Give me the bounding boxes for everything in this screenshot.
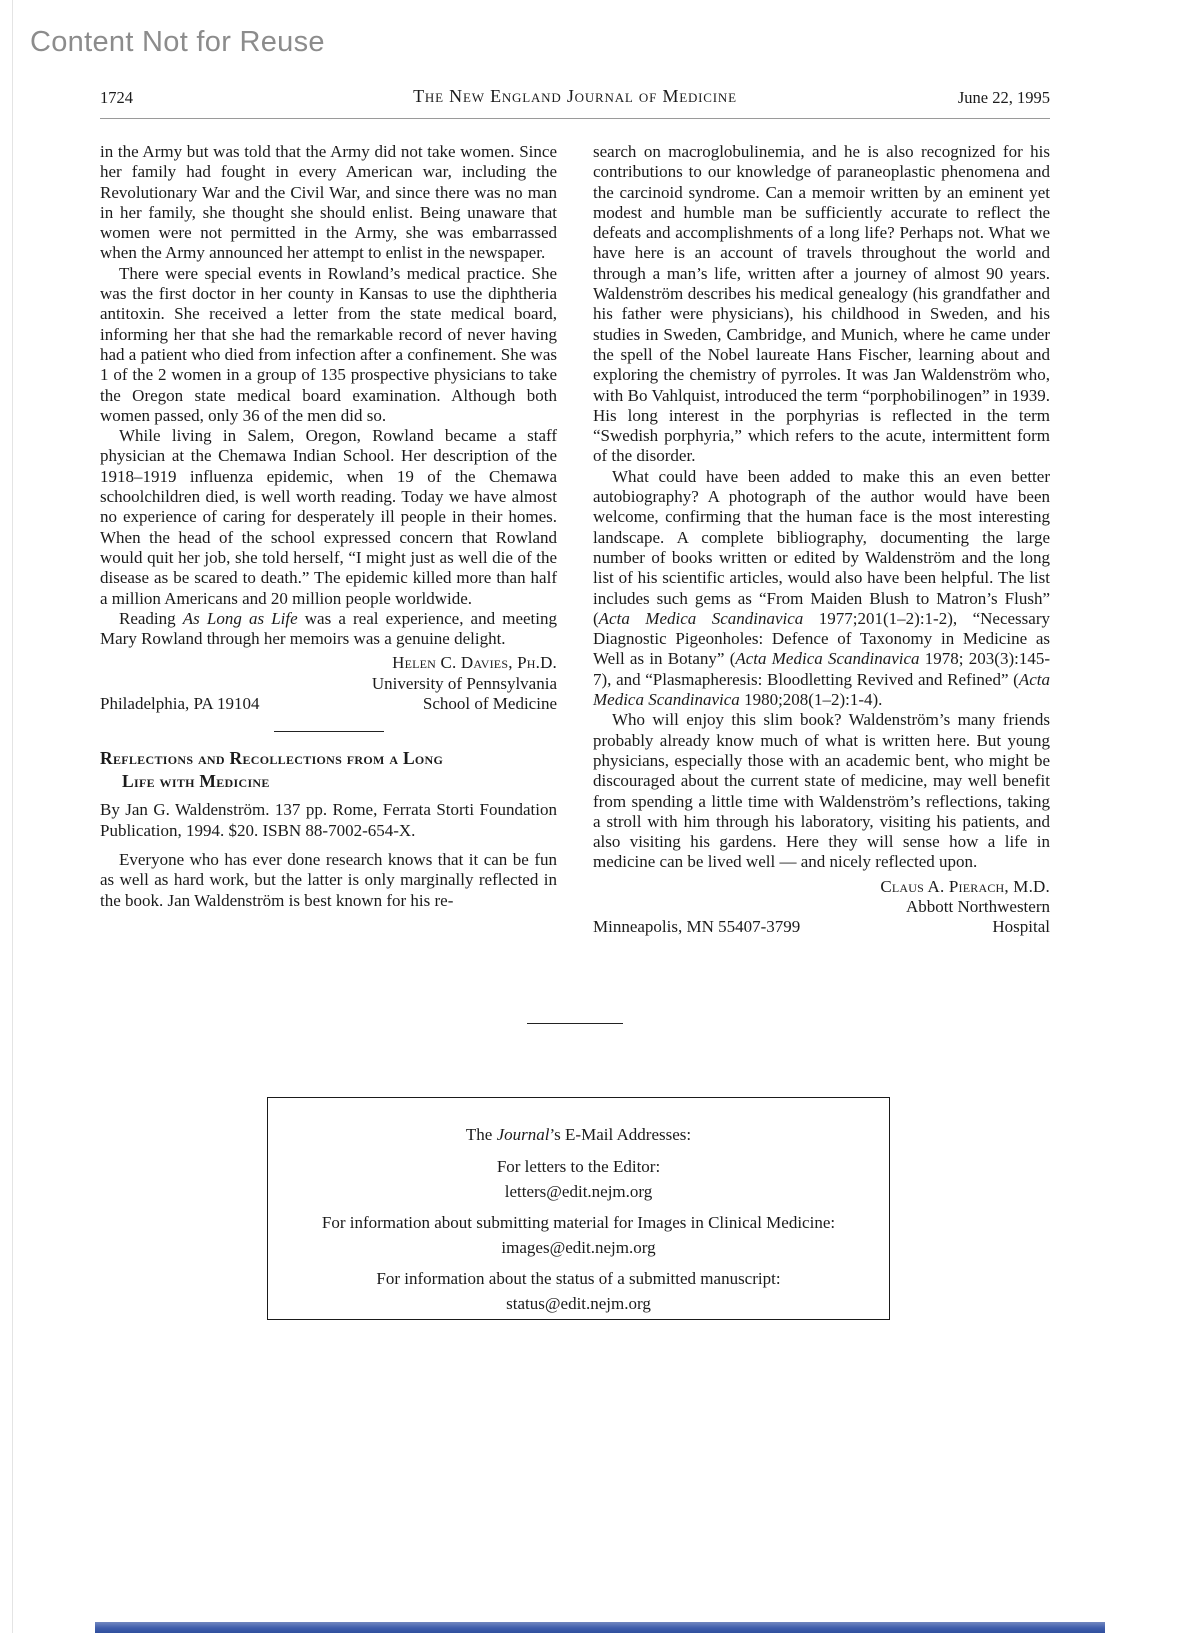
right-column [593, 142, 1050, 938]
page-divider [527, 1023, 623, 1024]
page-divider-wrap [100, 1023, 1050, 1024]
signature-location-row [593, 917, 1050, 937]
paragraph: What could have been added to make this an even better autobiography? A photograph of the author would have been welcome, confirming that the human face is the most interesting landscape. A complete bibliography, documenting the large number of books written or edited by Waldenström and the long list of his scientific articles, would also have been helpful. The list includes such gems as “From Maiden Blush to Matron’s Flush” (Acta Medica Scandinavica 1977;201(1–2):1-2), “Necessary Diagnostic Pigeonholes: Defence of Taxonomy in Medicine as Well as in Botany” (Acta Medica Scandinavica 1978; 203(3):145-7), and “Plasmapheresis: Bloodletting Revived and Refined” (Acta Medica Scandinavica 1980;208(1–2):1-4). [593, 466, 1050, 710]
signature-location: Minneapolis, MN 55407-3799 [593, 917, 801, 937]
signature-affiliation: University of Pennsylvania [371, 673, 557, 693]
paragraph-continuation: in the Army but was told that the Army did not take women. Since her family had fought in every American war, including the Revolutionary War and the Civil War, and since there was no man in her family, she thought she should enlist. Being unaware that women were not permitted in the Army, she was embarrassed when the Army announced her attempt to enlist in the newspaper. [100, 142, 557, 263]
paragraph: There were special events in Rowland’s medical practice. She was the first doctor in her county in Kansas to use the diphtheria antitoxin. She received a letter from the state medical board, informing her that she had the remarkable record of never having had a patient who died from infection after a confinement. She was 1 of the 2 women in a group of 135 prospective physicians to take the Oregon state medical board examination. Although both women passed, only 36 of the men did so. [100, 263, 557, 425]
page-header [100, 86, 1050, 110]
signature-name: Helen C. Davies, Ph.D. [392, 653, 557, 673]
paragraph: Reading As Long as Life was a real experience, and meeting Mary Rowland through her memoirs was a genuine delight. [100, 608, 557, 649]
signature-affiliation: Abbott Northwestern [905, 896, 1050, 916]
email-entry-status [268, 1269, 889, 1314]
paragraph: Who will enjoy this slim book? Waldenström’s many friends probably already know much of what is written here. But young physicians, especially those with an academic bent, who might be discouraged about the current state of medicine, may well benefit from spending a little time with Waldenström’s reflections, taking a stroll with him through his laboratory, visiting his patients, and also visiting his gardens. Here they will sense how a life in medicine can be lived well — and nicely reflected upon. [593, 710, 1050, 872]
page-number: 1724 [100, 88, 133, 107]
section-divider [274, 731, 384, 732]
paragraph: While living in Salem, Oregon, Rowland became a staff physician at the Chemawa Indian School. Her description of the 1918–1919 influenza epidemic, when 19 of the Chemawa schoolchildren died, is well worth reading. Today we have almost no experience of caring for desperately ill people in their homes. When the head of the school expressed concern that Rowland would quit her job, she told herself, “I might just as well die of the disease as be scared to death.” The epidemic killed more than half a million Americans and 20 million people worldwide. [100, 426, 557, 608]
paragraph: Everyone who has ever done research knows that it can be fun as well as hard work, but the latter is only marginally reflected in the book. Jan Waldenström is best known for his re- [100, 849, 557, 910]
email-box-title: The Journal’s E-Mail Addresses: [465, 1125, 692, 1144]
book-citation: By Jan G. Waldenström. 137 pp. Rome, Ferrata Storti Foundation Publication, 1994. $20. ISBN 88-7002-654-X. [100, 800, 557, 840]
two-column-body [100, 142, 1050, 938]
signature-affiliation2: Hospital [992, 917, 1050, 937]
signature-name: Claus A. Pierach, M.D. [880, 876, 1050, 896]
email-entry-letters [268, 1157, 889, 1202]
scan-edge-line [12, 0, 13, 1633]
paragraph-continuation: search on macroglobulinemia, and he is also recognized for his contributions to our knowledge of paraneoplastic phenomena and the carcinoid syndrome. Can a memoir written by an eminent yet modest and humble man be sufficiently accurate to reflect the defeats and accomplishments of a long life? Perhaps not. What we have here is an account of travels throughout the world and through a man’s life, written after a journey of almost 90 years. Waldenström describes his medical genealogy (his grandfather and his father were physicians), his childhood in Sweden, and his studies in Sweden, Cambridge, and Munich, where he came under the spell of the Nobel laureate Hans Fischer, learning about and exploring the chemistry of pyrroles. It was Jan Waldenström who, with Bo Vahlquist, introduced the term “porphobilinogen” in 1939. His long interest in the porphyrias is reflected in the term “Swedish porphyria,” which refers to the acute, intermittent form of the disorder. [593, 142, 1050, 466]
email-entry-label: For letters to the Editor: [496, 1157, 661, 1176]
footer-color-bar [95, 1622, 1105, 1633]
header-rule [100, 118, 1050, 119]
review-heading-line1: Reflections and Recollections from a Long [100, 748, 444, 769]
signature-location-row [100, 694, 557, 714]
email-entry-label: For information about the status of a submitted manuscript: [376, 1269, 781, 1288]
left-column [100, 142, 557, 938]
email-address: images@edit.nejm.org [501, 1238, 656, 1257]
email-address: letters@edit.nejm.org [504, 1182, 653, 1201]
review-heading [100, 747, 557, 793]
signature-location: Philadelphia, PA 19104 [100, 694, 260, 714]
email-entry-label: For information about submitting material for Images in Clinical Medicine: [321, 1213, 836, 1232]
email-addresses-box [267, 1097, 890, 1320]
email-address: status@edit.nejm.org [506, 1294, 651, 1313]
watermark-text: Content Not for Reuse [30, 26, 325, 58]
review-heading-line2: Life with Medicine [122, 771, 270, 792]
issue-date: June 22, 1995 [957, 88, 1050, 107]
signature-block-pierach [593, 877, 1050, 938]
signature-block-davies [100, 653, 557, 714]
email-entry-images [268, 1213, 889, 1258]
journal-title: The New England Journal of Medicine [413, 86, 737, 106]
signature-affiliation2: School of Medicine [422, 694, 557, 714]
